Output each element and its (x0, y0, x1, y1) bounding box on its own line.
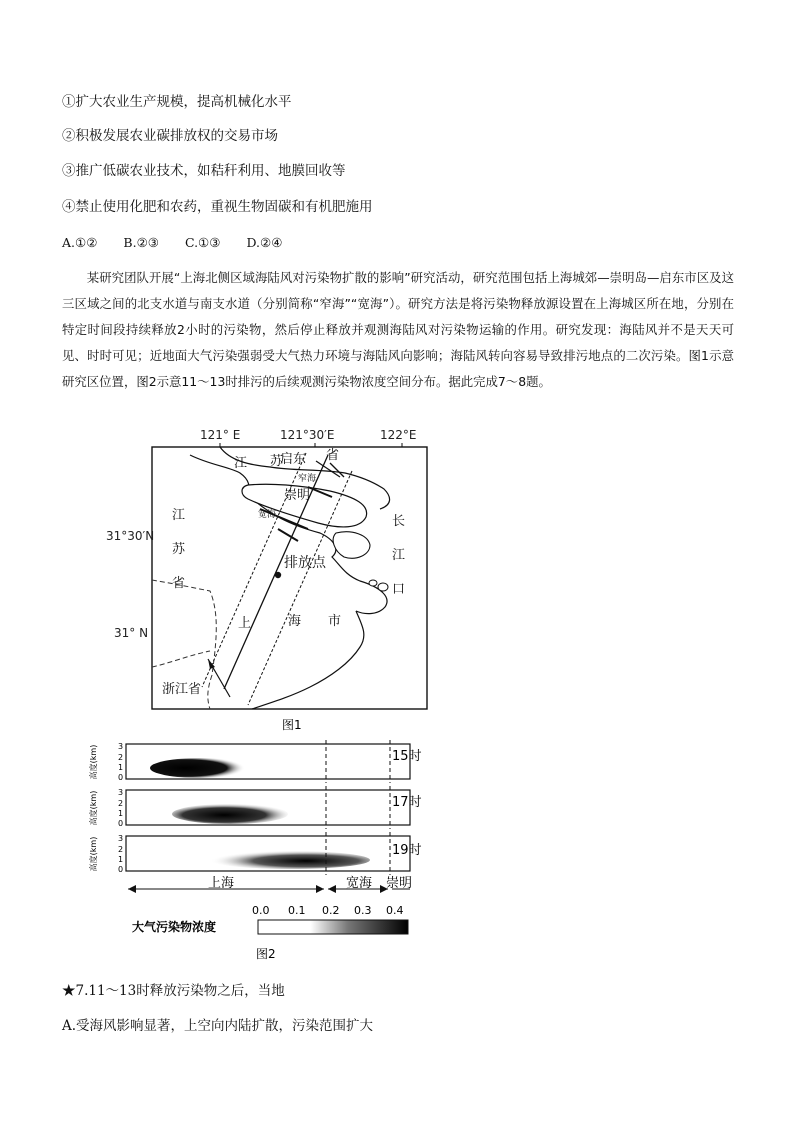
option-1: ①扩大农业生产规模，提高机械化水平 (62, 94, 292, 110)
label-jiangsu-left-2: 苏 (172, 542, 186, 557)
region-chongming: 崇明 (386, 876, 413, 891)
ytick-2-p2: 2 (118, 799, 124, 808)
label-jiangsu-top-3: 省 (326, 448, 340, 463)
label-shang: 上 (238, 616, 252, 631)
lon-label-122: 122°E (380, 428, 417, 442)
label-zhaihai: 窄海 (298, 474, 317, 484)
label-zhejiang: 浙江省 (162, 682, 202, 697)
ytick-2-p3: 2 (118, 845, 124, 854)
question-7-option-a: A.受海风影响显著，上空向内陆扩散，污染范围扩大 (62, 1018, 374, 1034)
answer-choices (62, 233, 304, 253)
label-kuanhai: 宽海 (258, 510, 277, 520)
ytick-0-p3: 0 (118, 865, 124, 874)
lat-label-31-30: 31°30′N (106, 529, 155, 543)
ytick-3-p2: 3 (118, 788, 124, 797)
ylabel-p3: 高度(km) (89, 836, 98, 872)
panel-19h (126, 832, 422, 875)
label-hai: 海 (288, 614, 302, 629)
label-qidong: 启东 (280, 452, 307, 467)
passage-paragraph: 某研究团队开展“上海北侧区域海陆风对污染物扩散的影响”研究活动，研究范围包括上海城郊—崇明岛—启东市区及这三区域之间的北支水道与南支水道（分别简称“窄海”“宽海”）。研究方法是将污染物释放源设置在上海城区所在地，分别在特定时间段持续释放2小时的污染物，然后停止释放并观测海陆风对污染物运输的作用。研究发现：海陆风并不是天天可见、时时可见；近地面大气污染强弱受大气热力环境与海陆风向影响；海陆风转向容易导致排污地点的二次污染。图1示意研究区位置，图2示意11～13时排污的后续观测污染物浓度空间分布。据此完成7～8题。 (62, 270, 734, 389)
choice-a: A.①② (62, 235, 98, 250)
option-4: ④禁止使用化肥和农药，重视生物固碳和有机肥施用 (62, 199, 373, 215)
time-label-15h: 15时 (392, 749, 422, 764)
region-shanghai: 上海 (208, 876, 235, 891)
question-7: ★7.11～13时释放污染物之后，当地 (62, 983, 285, 999)
lat-label-31: 31° N (114, 626, 149, 640)
option-2: ②积极发展农业碳排放权的交易市场 (62, 128, 278, 144)
figure-1-caption: 图1 (282, 718, 302, 732)
legend-colorbar (258, 920, 408, 934)
ytick-1-p1: 1 (118, 763, 124, 772)
option-3: ③推广低碳农业技术，如秸秆利用、地膜回收等 (62, 163, 346, 179)
panel-15h (126, 740, 422, 783)
ytick-0-p1: 0 (118, 773, 124, 782)
figure-2-plume-profiles (80, 736, 420, 968)
panel-17h (126, 786, 422, 829)
choice-d: D.②④ (246, 235, 283, 250)
lon-label-121-30: 121°30′E (280, 428, 335, 442)
choice-b: B.②③ (123, 235, 159, 250)
figure-2-caption: 图2 (256, 947, 276, 961)
time-label-17h: 17时 (392, 795, 422, 810)
legend-tick-1: 0.1 (288, 904, 306, 917)
islet-1 (369, 580, 377, 586)
ytick-1-p2: 1 (118, 809, 124, 818)
legend (132, 904, 408, 934)
label-chongming: 崇明 (284, 488, 311, 503)
label-changjiang-1: 长 (392, 514, 406, 529)
figure-1-map (106, 425, 450, 740)
label-jiangsu-top-1: 江 (234, 456, 248, 471)
legend-tick-2: 0.2 (322, 904, 340, 917)
region-kuanhai: 宽海 (346, 876, 373, 891)
plume-19h (210, 851, 370, 869)
choice-c: C.①③ (184, 235, 221, 250)
legend-tick-4: 0.4 (386, 904, 404, 917)
ytick-3-p3: 3 (118, 834, 124, 843)
label-release-point: 排放点 (284, 555, 326, 571)
label-shi: 市 (328, 614, 342, 629)
label-jiangsu-left-1: 江 (172, 508, 186, 523)
ytick-1-p3: 1 (118, 855, 124, 864)
ytick-2-p1: 2 (118, 753, 124, 762)
lon-label-121: 121° E (200, 428, 241, 442)
region-axis (128, 875, 412, 893)
legend-tick-0: 0.0 (252, 904, 270, 917)
label-changjiang-3: 口 (392, 582, 406, 597)
label-jiangsu-left-3: 省 (172, 576, 186, 591)
legend-tick-3: 0.3 (354, 904, 372, 917)
ytick-0-p2: 0 (118, 819, 124, 828)
plume-17h (172, 804, 288, 824)
time-label-19h: 19时 (392, 843, 422, 858)
legend-title: 大气污染物浓度 (132, 920, 217, 934)
ylabel-p1: 高度(km) (89, 744, 98, 780)
plume-15h (150, 758, 250, 778)
ytick-3-p1: 3 (118, 742, 124, 751)
islet-2 (378, 583, 388, 591)
label-changjiang-2: 江 (392, 548, 406, 563)
label-jiangsu-top-2: 苏 (270, 454, 284, 469)
release-point-marker (275, 572, 281, 578)
ylabel-p2: 高度(km) (89, 790, 98, 826)
